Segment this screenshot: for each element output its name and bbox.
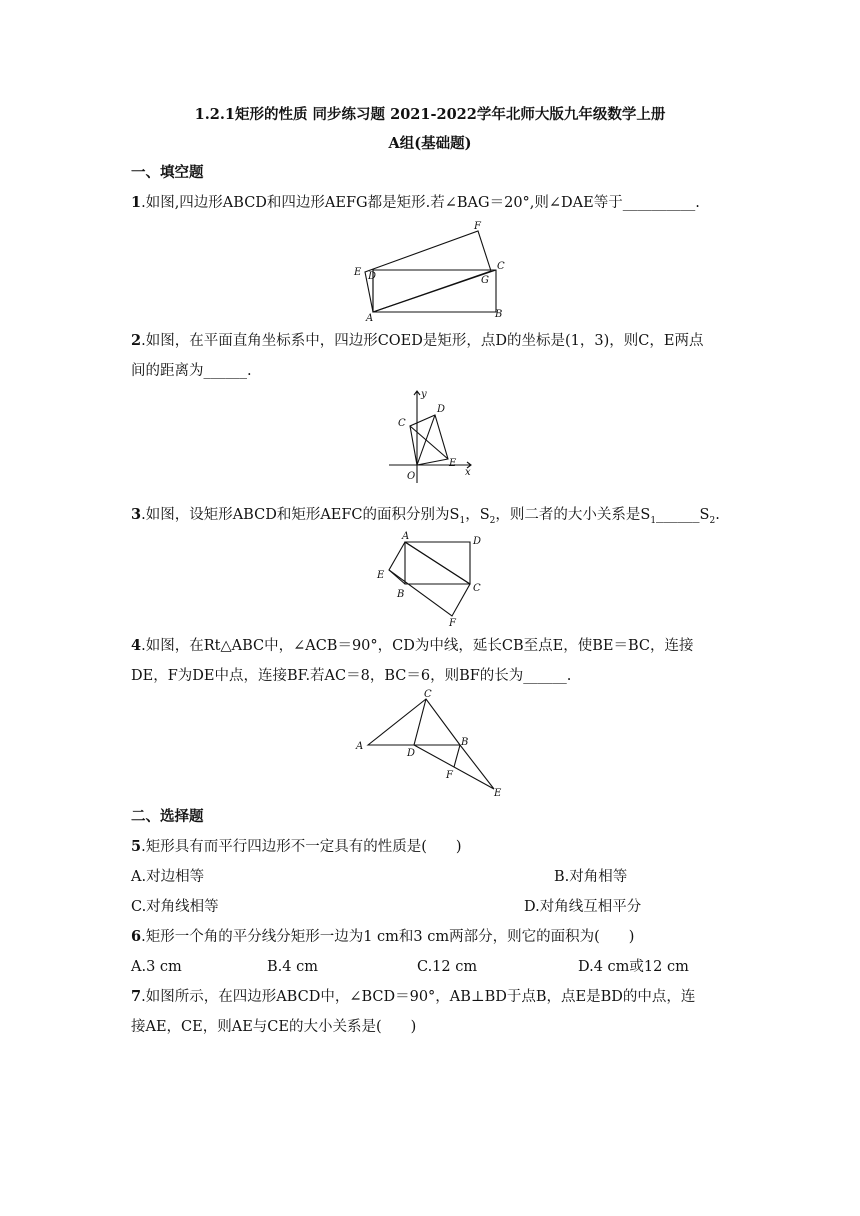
label-f: F xyxy=(449,618,456,628)
label-c: C xyxy=(398,418,406,429)
question-number: 2 xyxy=(131,332,142,349)
label-d: D xyxy=(437,404,446,415)
q5-option-b: B.对角相等 xyxy=(554,869,628,885)
segment-bf xyxy=(454,745,460,767)
label-e: E xyxy=(354,267,362,278)
figure-q3 xyxy=(372,528,492,628)
figure-q2 xyxy=(385,385,480,485)
question-6 xyxy=(131,927,731,947)
group-heading: A组(基础题) xyxy=(388,135,472,152)
q6-option-d: D.4 cm或12 cm xyxy=(578,959,689,975)
extension-be xyxy=(460,745,494,789)
question-7-line-1 xyxy=(131,987,731,1007)
question-number: 5 xyxy=(131,838,142,855)
question-number: 4 xyxy=(131,637,142,654)
diagonal-ac xyxy=(373,270,496,312)
rectangle-coed xyxy=(410,415,448,465)
question-number: 3 xyxy=(131,506,142,523)
section-choice-heading: 二、选择题 xyxy=(131,808,204,825)
document-title: 1.2.1矩形的性质 同步练习题 2021-2022学年北师大版九年级数学上册 xyxy=(194,106,666,123)
label-a: A xyxy=(356,741,364,752)
question-4-line-2: DE，F为DE中点，连接BF.若AC＝8，BC＝6，则BF的长为______. xyxy=(131,668,572,684)
rectangle-aefg xyxy=(365,231,491,312)
question-text: .如图,四边形ABCD和四边形AEFG都是矩形.若∠BAG＝20°,则∠DAE等于__________. xyxy=(141,195,700,211)
q5-option-d: D.对角线互相平分 xyxy=(524,899,642,915)
question-text: .如图，在平面直角坐标系中，四边形COED是矩形，点D的坐标是(1，3)，则C，E两点 xyxy=(141,333,704,349)
median-cd xyxy=(414,699,426,745)
label-y: y xyxy=(421,389,427,400)
question-3: 3.如图，设矩形ABCD和矩形AEFC的面积分别为$S_1$，$S_2$，则二者的大小关系是$S_1\_\_\_\_\_\_S_2$. xyxy=(131,506,720,526)
question-number: 7 xyxy=(131,988,142,1005)
q5-option-a: A.对边相等 xyxy=(131,869,205,885)
label-e: E xyxy=(494,788,502,799)
label-g: G xyxy=(481,275,489,286)
label-d: D xyxy=(407,748,416,759)
question-7-line-2: 接AE，CE，则AE与CE的大小关系是( ) xyxy=(131,1019,417,1035)
figure-q1 xyxy=(345,217,520,323)
q6-option-b: B.4 cm xyxy=(267,959,318,975)
rectangle-aefc xyxy=(389,542,470,616)
label-a: A xyxy=(366,313,374,323)
label-e: E xyxy=(377,570,385,581)
label-o: O xyxy=(407,471,416,482)
label-a: A xyxy=(402,531,410,542)
question-number: 6 xyxy=(131,928,142,945)
figure-q4 xyxy=(352,689,512,799)
label-x: x xyxy=(465,467,471,478)
section-fill-heading: 一、填空题 xyxy=(131,164,204,181)
label-c: C xyxy=(473,583,481,594)
label-d: D xyxy=(473,536,482,547)
triangle-abc xyxy=(368,699,460,745)
label-b: B xyxy=(461,737,469,748)
label-c: C xyxy=(497,261,505,272)
question-1 xyxy=(131,193,731,213)
label-b: B xyxy=(495,309,503,320)
question-2-line-1 xyxy=(131,331,731,351)
label-b: B xyxy=(397,589,405,600)
question-number: 1 xyxy=(131,194,142,211)
q5-option-c: C.对角线相等 xyxy=(131,899,219,915)
question-text: .如图所示，在四边形ABCD中，∠BCD＝90°，AB⊥BD于点B，点E是BD的中点，连 xyxy=(141,989,696,1005)
label-d: D xyxy=(368,271,377,282)
label-f: F xyxy=(446,770,453,781)
question-text: .矩形一个角的平分线分矩形一边为1 cm和3 cm两部分，则它的面积为( ) xyxy=(141,929,635,945)
q6-option-a: A.3 cm xyxy=(131,959,182,975)
label-f: F xyxy=(474,221,481,232)
question-2-line-2: 间的距离为______. xyxy=(131,363,252,379)
question-4-line-1 xyxy=(131,636,731,656)
label-c: C xyxy=(424,689,432,700)
question-text: .如图，在Rt△ABC中，∠ACB＝90°，CD为中线，延长CB至点E，使BE＝BC，连接 xyxy=(141,638,694,654)
question-text: .矩形具有而平行四边形不一定具有的性质是( ) xyxy=(141,839,462,855)
q6-option-c: C.12 cm xyxy=(417,959,478,975)
question-5 xyxy=(131,837,731,857)
label-e: E xyxy=(449,458,457,469)
